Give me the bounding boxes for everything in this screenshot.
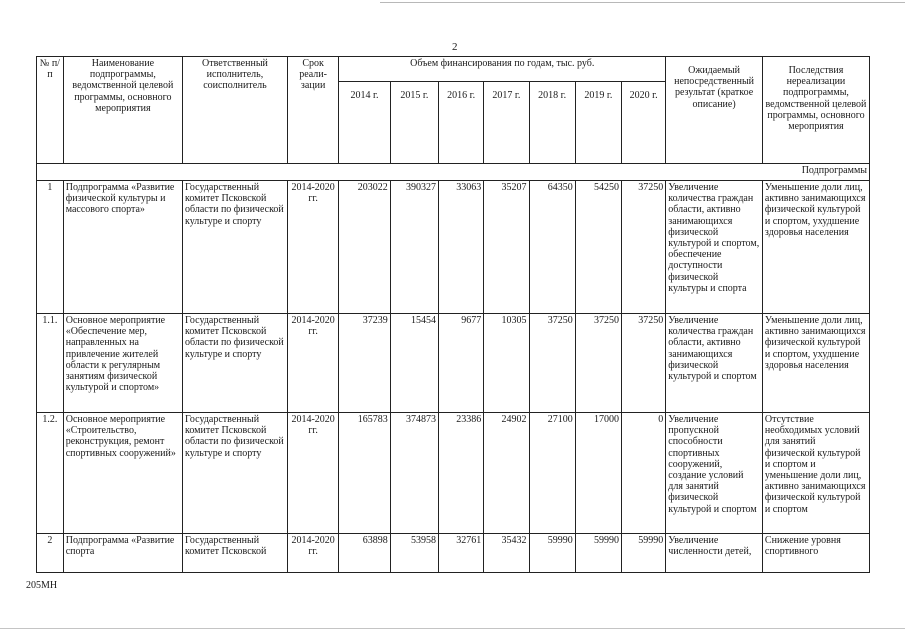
header-year: 2014 г.: [339, 82, 390, 164]
row-value: 17000: [575, 413, 621, 534]
row-value: 37250: [622, 181, 666, 314]
header-result: Ожидаемый непосредственный результат (краткое описание): [666, 57, 763, 164]
row-executor: Государственный комитет Псковской области по физической культуре и спорту: [183, 314, 288, 413]
header-year: 2017 г.: [484, 82, 529, 164]
row-value: 37250: [529, 314, 575, 413]
row-value: 63898: [339, 534, 390, 573]
header-funding: Объем финансирования по годам, тыс. руб.: [339, 57, 666, 82]
row-value: 15454: [390, 314, 438, 413]
row-executor: Государственный комитет Псковской: [183, 534, 288, 573]
header-year: 2015 г.: [390, 82, 438, 164]
row-executor: Государственный комитет Псковской области по физической культуре и спорту: [183, 181, 288, 314]
row-value: 33063: [439, 181, 484, 314]
row-value: 23386: [439, 413, 484, 534]
row-num: 2: [37, 534, 64, 573]
row-term: 2014-2020 гг.: [287, 413, 338, 534]
row-result: Увеличение количества граждан области, активно занимающихся физической культурой и спортом, обеспечение доступности физической культуры и спорта: [666, 181, 763, 314]
row-consequences: Уменьшение доли лиц, активно занимающихся физической культурой и спортом, ухудшение здоровья населения: [762, 314, 869, 413]
header-year: 2018 г.: [529, 82, 575, 164]
footer-code: 205МН: [26, 580, 58, 591]
row-value: 27100: [529, 413, 575, 534]
row-result: Увеличение численности детей,: [666, 534, 763, 573]
row-name: Подпрограмма «Развитие физической культуры и массового спорта»: [63, 181, 182, 314]
header-num: № п/п: [37, 57, 64, 164]
row-value: 37250: [622, 314, 666, 413]
row-value: 165783: [339, 413, 390, 534]
row-value: 10305: [484, 314, 529, 413]
header-year: 2020 г.: [622, 82, 666, 164]
row-value: 24902: [484, 413, 529, 534]
row-consequences: Уменьшение доли лиц, активно занимающихся физической культурой и спортом, ухудшение здоровья населения: [762, 181, 869, 314]
header-name: Наименование подпрограммы, ведомственной целевой программы, основного мероприятия: [63, 57, 182, 164]
row-executor: Государственный комитет Псковской области по физической культуре и спорту: [183, 413, 288, 534]
row-value: 59990: [529, 534, 575, 573]
row-term: 2014-2020 гг.: [287, 314, 338, 413]
program-table: [36, 56, 870, 573]
row-consequences: Снижение уровня спортивного: [762, 534, 869, 573]
row-name: Подпрограмма «Развитие спорта: [63, 534, 182, 573]
scan-edge-top: [380, 2, 905, 3]
row-value: 37250: [575, 314, 621, 413]
table-row: [37, 314, 870, 413]
row-value: 59990: [575, 534, 621, 573]
row-value: 59990: [622, 534, 666, 573]
row-value: 0: [622, 413, 666, 534]
row-num: 1.2.: [37, 413, 64, 534]
row-num: 1.1.: [37, 314, 64, 413]
row-value: 390327: [390, 181, 438, 314]
row-result: Увеличение пропускной способности спортивных сооружений, создание условий для занятий физической культурой и спортом: [666, 413, 763, 534]
table-row: [37, 181, 870, 314]
row-value: 64350: [529, 181, 575, 314]
header-year: 2019 г.: [575, 82, 621, 164]
row-value: 203022: [339, 181, 390, 314]
table-row: [37, 534, 870, 573]
row-value: 53958: [390, 534, 438, 573]
row-value: 37239: [339, 314, 390, 413]
header-executor: Ответственный исполнитель, соисполнитель: [183, 57, 288, 164]
section-label: Подпрограммы: [37, 164, 870, 181]
row-result: Увеличение количества граждан области, активно занимающихся физической культурой и спортом: [666, 314, 763, 413]
header-consequences: Последствия нереализации подпрограммы, ведомственной целевой программы, основного мероприятия: [762, 57, 869, 164]
page-number: 2: [452, 41, 458, 53]
row-num: 1: [37, 181, 64, 314]
row-value: 35207: [484, 181, 529, 314]
row-name: Основное мероприятие «Обеспечение мер, направленных на привлечение жителей области к регулярным занятиям физической культурой и спортом»: [63, 314, 182, 413]
header-term: Срок реали-зации: [287, 57, 338, 164]
row-consequences: Отсутствие необходимых условий для занятий физической культурой и спортом и уменьшение доли лиц, активно занимающихся физической культурой и спортом: [762, 413, 869, 534]
row-value: 9677: [439, 314, 484, 413]
row-value: 32761: [439, 534, 484, 573]
row-term: 2014-2020 гг.: [287, 181, 338, 314]
header-year: 2016 г.: [439, 82, 484, 164]
scan-edge-bottom: [0, 628, 905, 629]
row-term: 2014-2020 гг.: [287, 534, 338, 573]
row-name: Основное мероприятие «Строительство, реконструкция, ремонт спортивных сооружений»: [63, 413, 182, 534]
row-value: 54250: [575, 181, 621, 314]
row-value: 374873: [390, 413, 438, 534]
table-row: [37, 413, 870, 534]
row-value: 35432: [484, 534, 529, 573]
